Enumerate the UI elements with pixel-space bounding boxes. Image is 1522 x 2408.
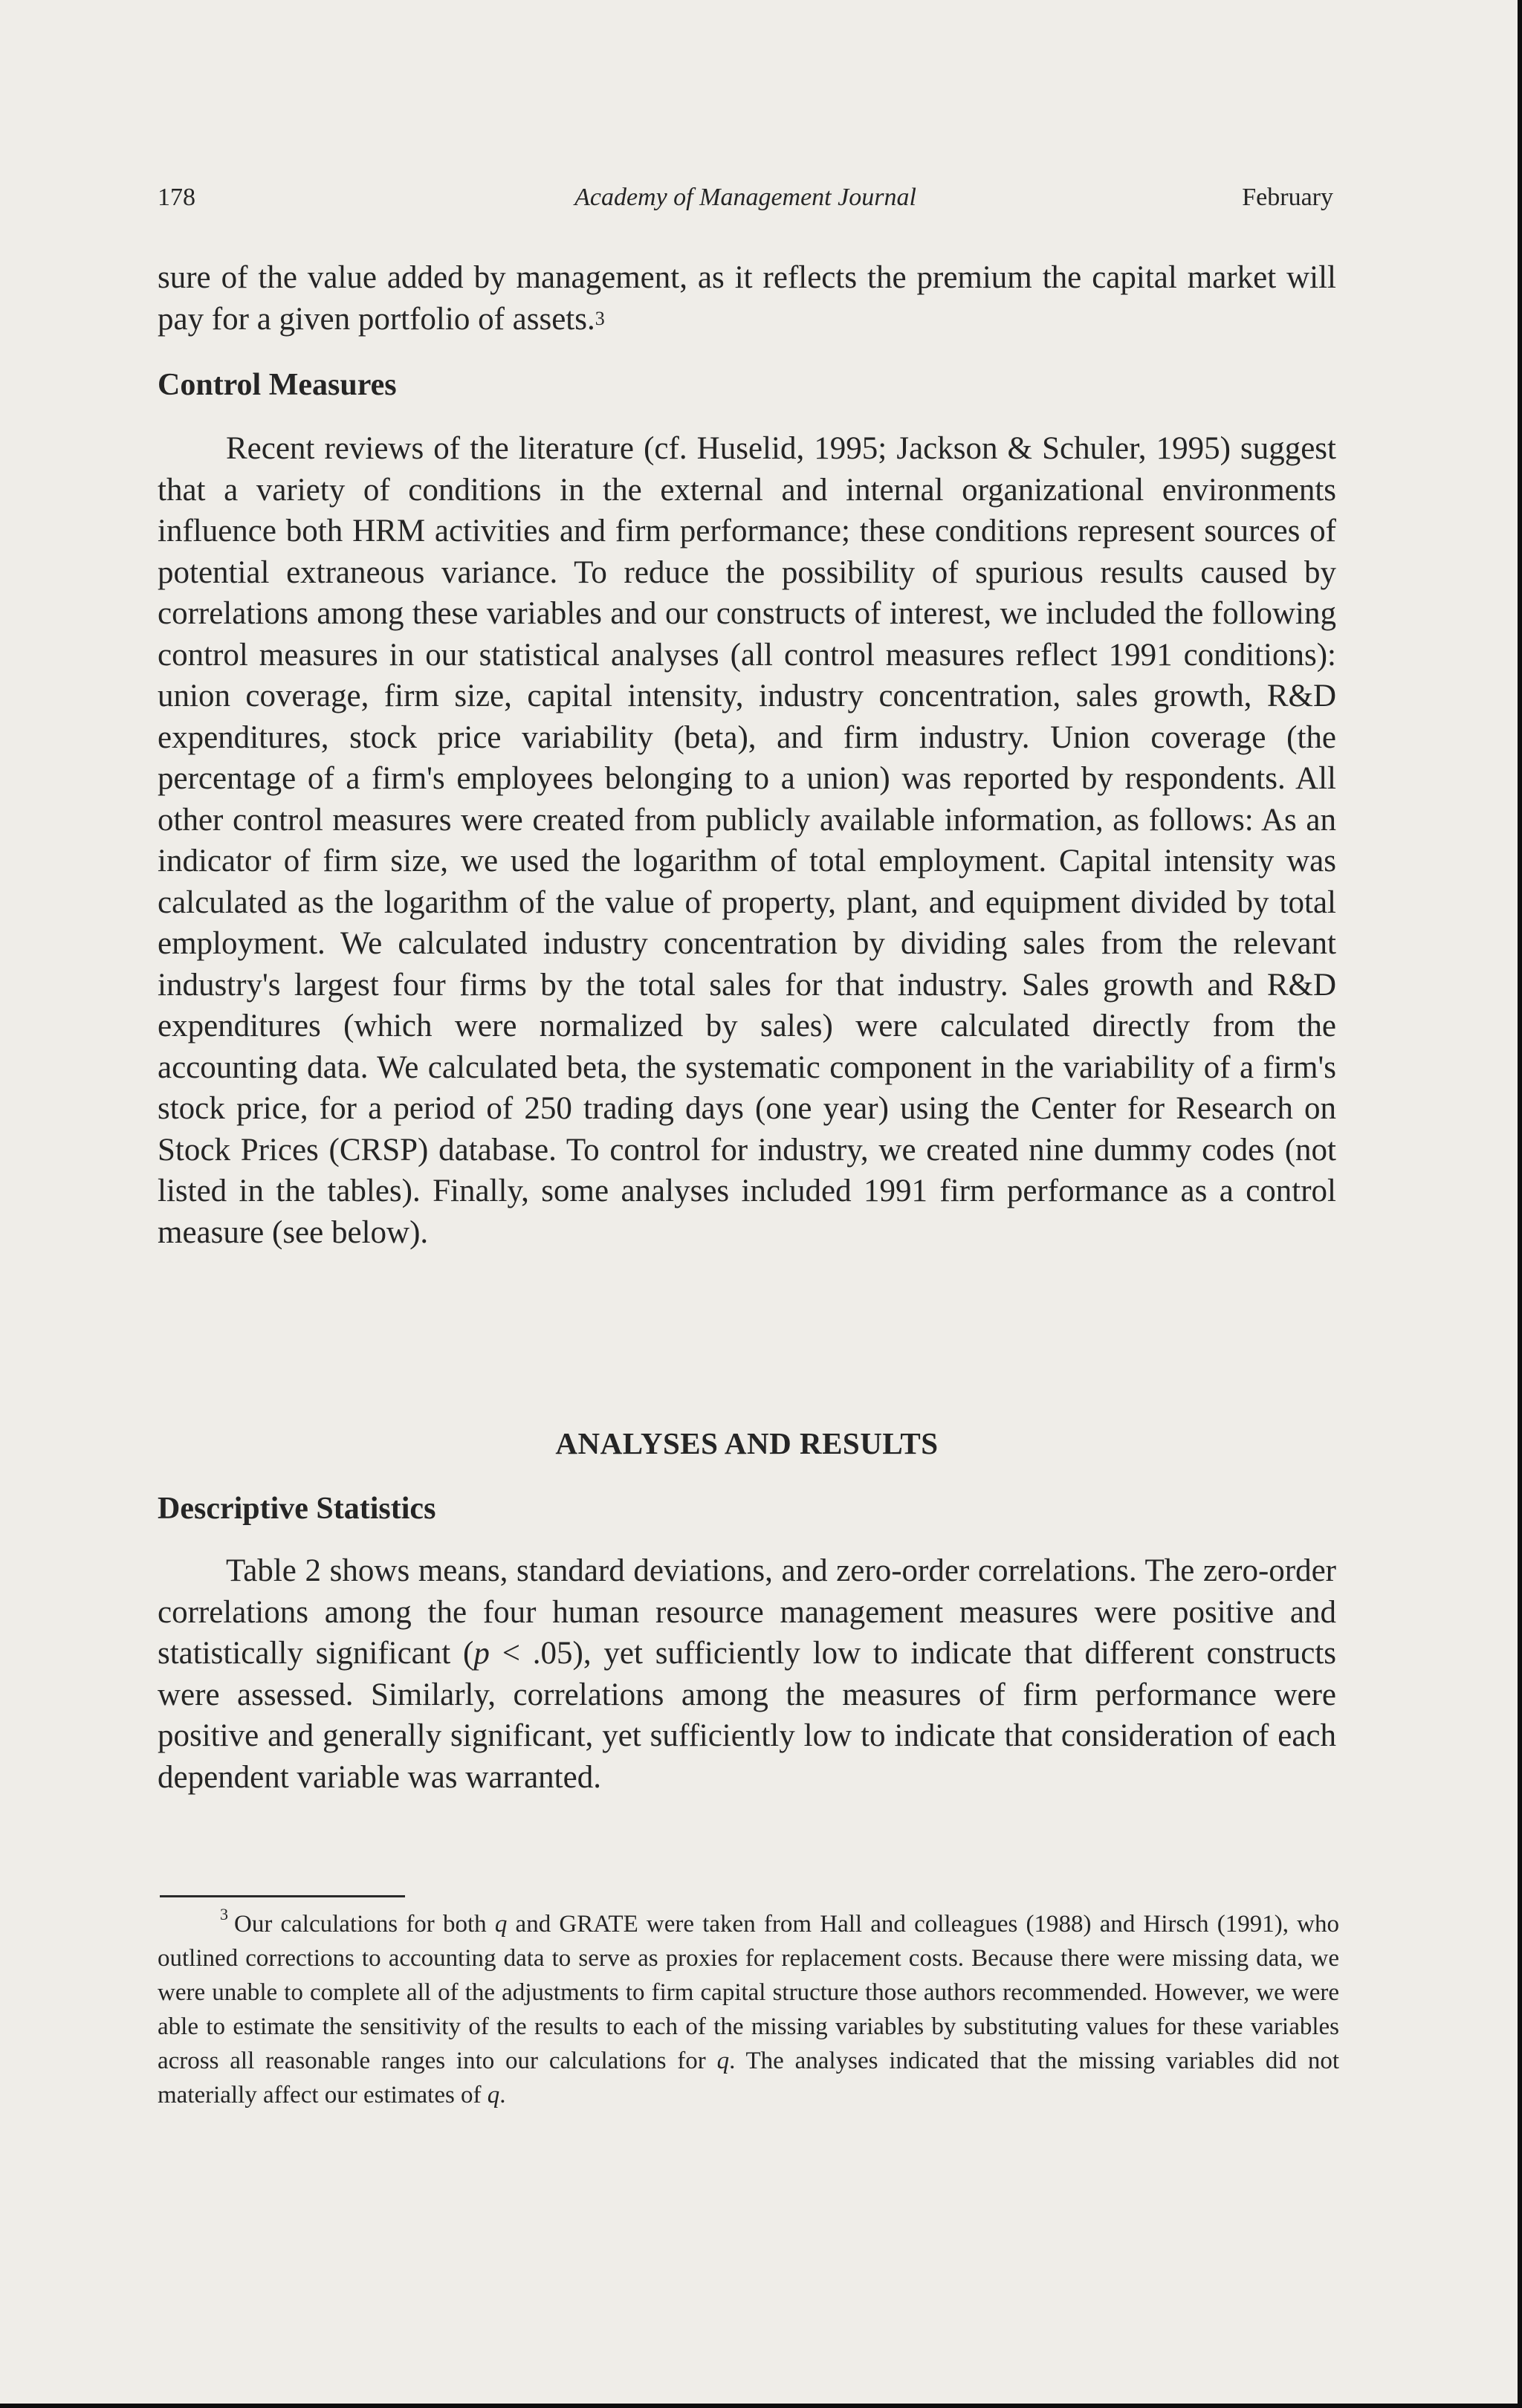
footnote-reference[interactable]: 3 — [595, 307, 605, 329]
running-head — [158, 181, 1333, 214]
footnote-text-part: and GRATE were taken from Hall and colleagues (1988) and Hirsch (1991), who outlined corrections to accounting data to serve as proxies for replacement costs. Because there were missing data, we were unable to complete all of the adjustments to firm capital structure those authors recommended. However, we were able to estimate the sensitivity of the results to each of the missing variables by substituting values for these variables across all reasonable ranges into our calculations for — [158, 1911, 1339, 2074]
footnote-text-part: . The analyses indicated that the missing variables did not materially affect our estimates of — [158, 2048, 1339, 2108]
page-number: 178 — [158, 184, 195, 211]
footnote-3 — [158, 1907, 1339, 2112]
footnote-text-part: Our calculations for both — [234, 1911, 495, 1938]
paragraph-continued — [158, 257, 1336, 340]
italic-p: p — [473, 1636, 490, 1671]
analyses-and-results-heading: ANALYSES AND RESULTS — [555, 1426, 939, 1460]
descriptive-statistics-heading: Descriptive Statistics — [158, 1492, 436, 1526]
footnote-marker: 3 — [220, 1905, 228, 1923]
paragraph-text-part: Table 2 shows means, standard deviations, and zero-order correlations. The zero-order correlations among the four human resource management measures were positive and statistically significant ( — [158, 1553, 1336, 1671]
footnote-text-part: . — [499, 2082, 506, 2108]
descriptive-statistics-paragraph — [158, 1550, 1336, 1798]
control-measures-paragraph: Recent reviews of the literature (cf. Huselid, 1995; Jackson & Schuler, 1995) suggest that a variety of conditions in the external and internal organizational environments influence both HRM activities and firm performance; these conditions represent sources of potential extraneous variance. To reduce the possibility of spurious results caused by correlations among these variables and our constructs of interest, we included the following control measures in our statistical analyses (all control measures reflect 1991 conditions): union coverage, firm size, capital intensity, industry concentration, sales growth, R&D expenditures, stock price variability (beta), and firm industry. Union coverage (the percentage of a firm's employees belonging to a union) was reported by respondents. All other control measures were created from publicly available information, as follows: As an indicator of firm size, we used the logarithm of total employment. Capital intensity was calculated as the logarithm of the value of property, plant, and equipment divided by total employment. We calculated industry concentration by dividing sales from the relevant industry's largest four firms by the total sales for that industry. Sales growth and R&D expenditures (which were normalized by sales) were calculated directly from the accounting data. We calculated beta, the systematic component in the variability of a firm's stock price, for a period of 250 trading days (one year) using the Center for Research on Stock Prices (CRSP) database. To control for industry, we created nine dummy codes (not listed in the tables). Finally, some analyses included 1991 firm performance as a control measure (see below). — [158, 431, 1336, 1250]
italic-q: q — [487, 2082, 500, 2108]
control-measures-heading: Control Measures — [158, 368, 397, 402]
italic-q: q — [716, 2048, 730, 2074]
journal-title: Academy of Management Journal — [574, 184, 916, 211]
paragraph-text: sure of the value added by management, as it reflects the premium the capital market will pay for a given portfolio of assets. — [158, 260, 1336, 337]
italic-q: q — [494, 1911, 508, 1938]
issue-month: February — [1242, 184, 1333, 211]
paragraph-text-part: < .05), yet sufficiently low to indicate that different constructs were assessed. Similarly, correlations among the measures of firm performance were positive and generally significant, yet sufficiently low to indicate that consideration of each dependent variable was warranted. — [158, 1636, 1336, 1795]
footnote-divider — [160, 1895, 405, 1897]
